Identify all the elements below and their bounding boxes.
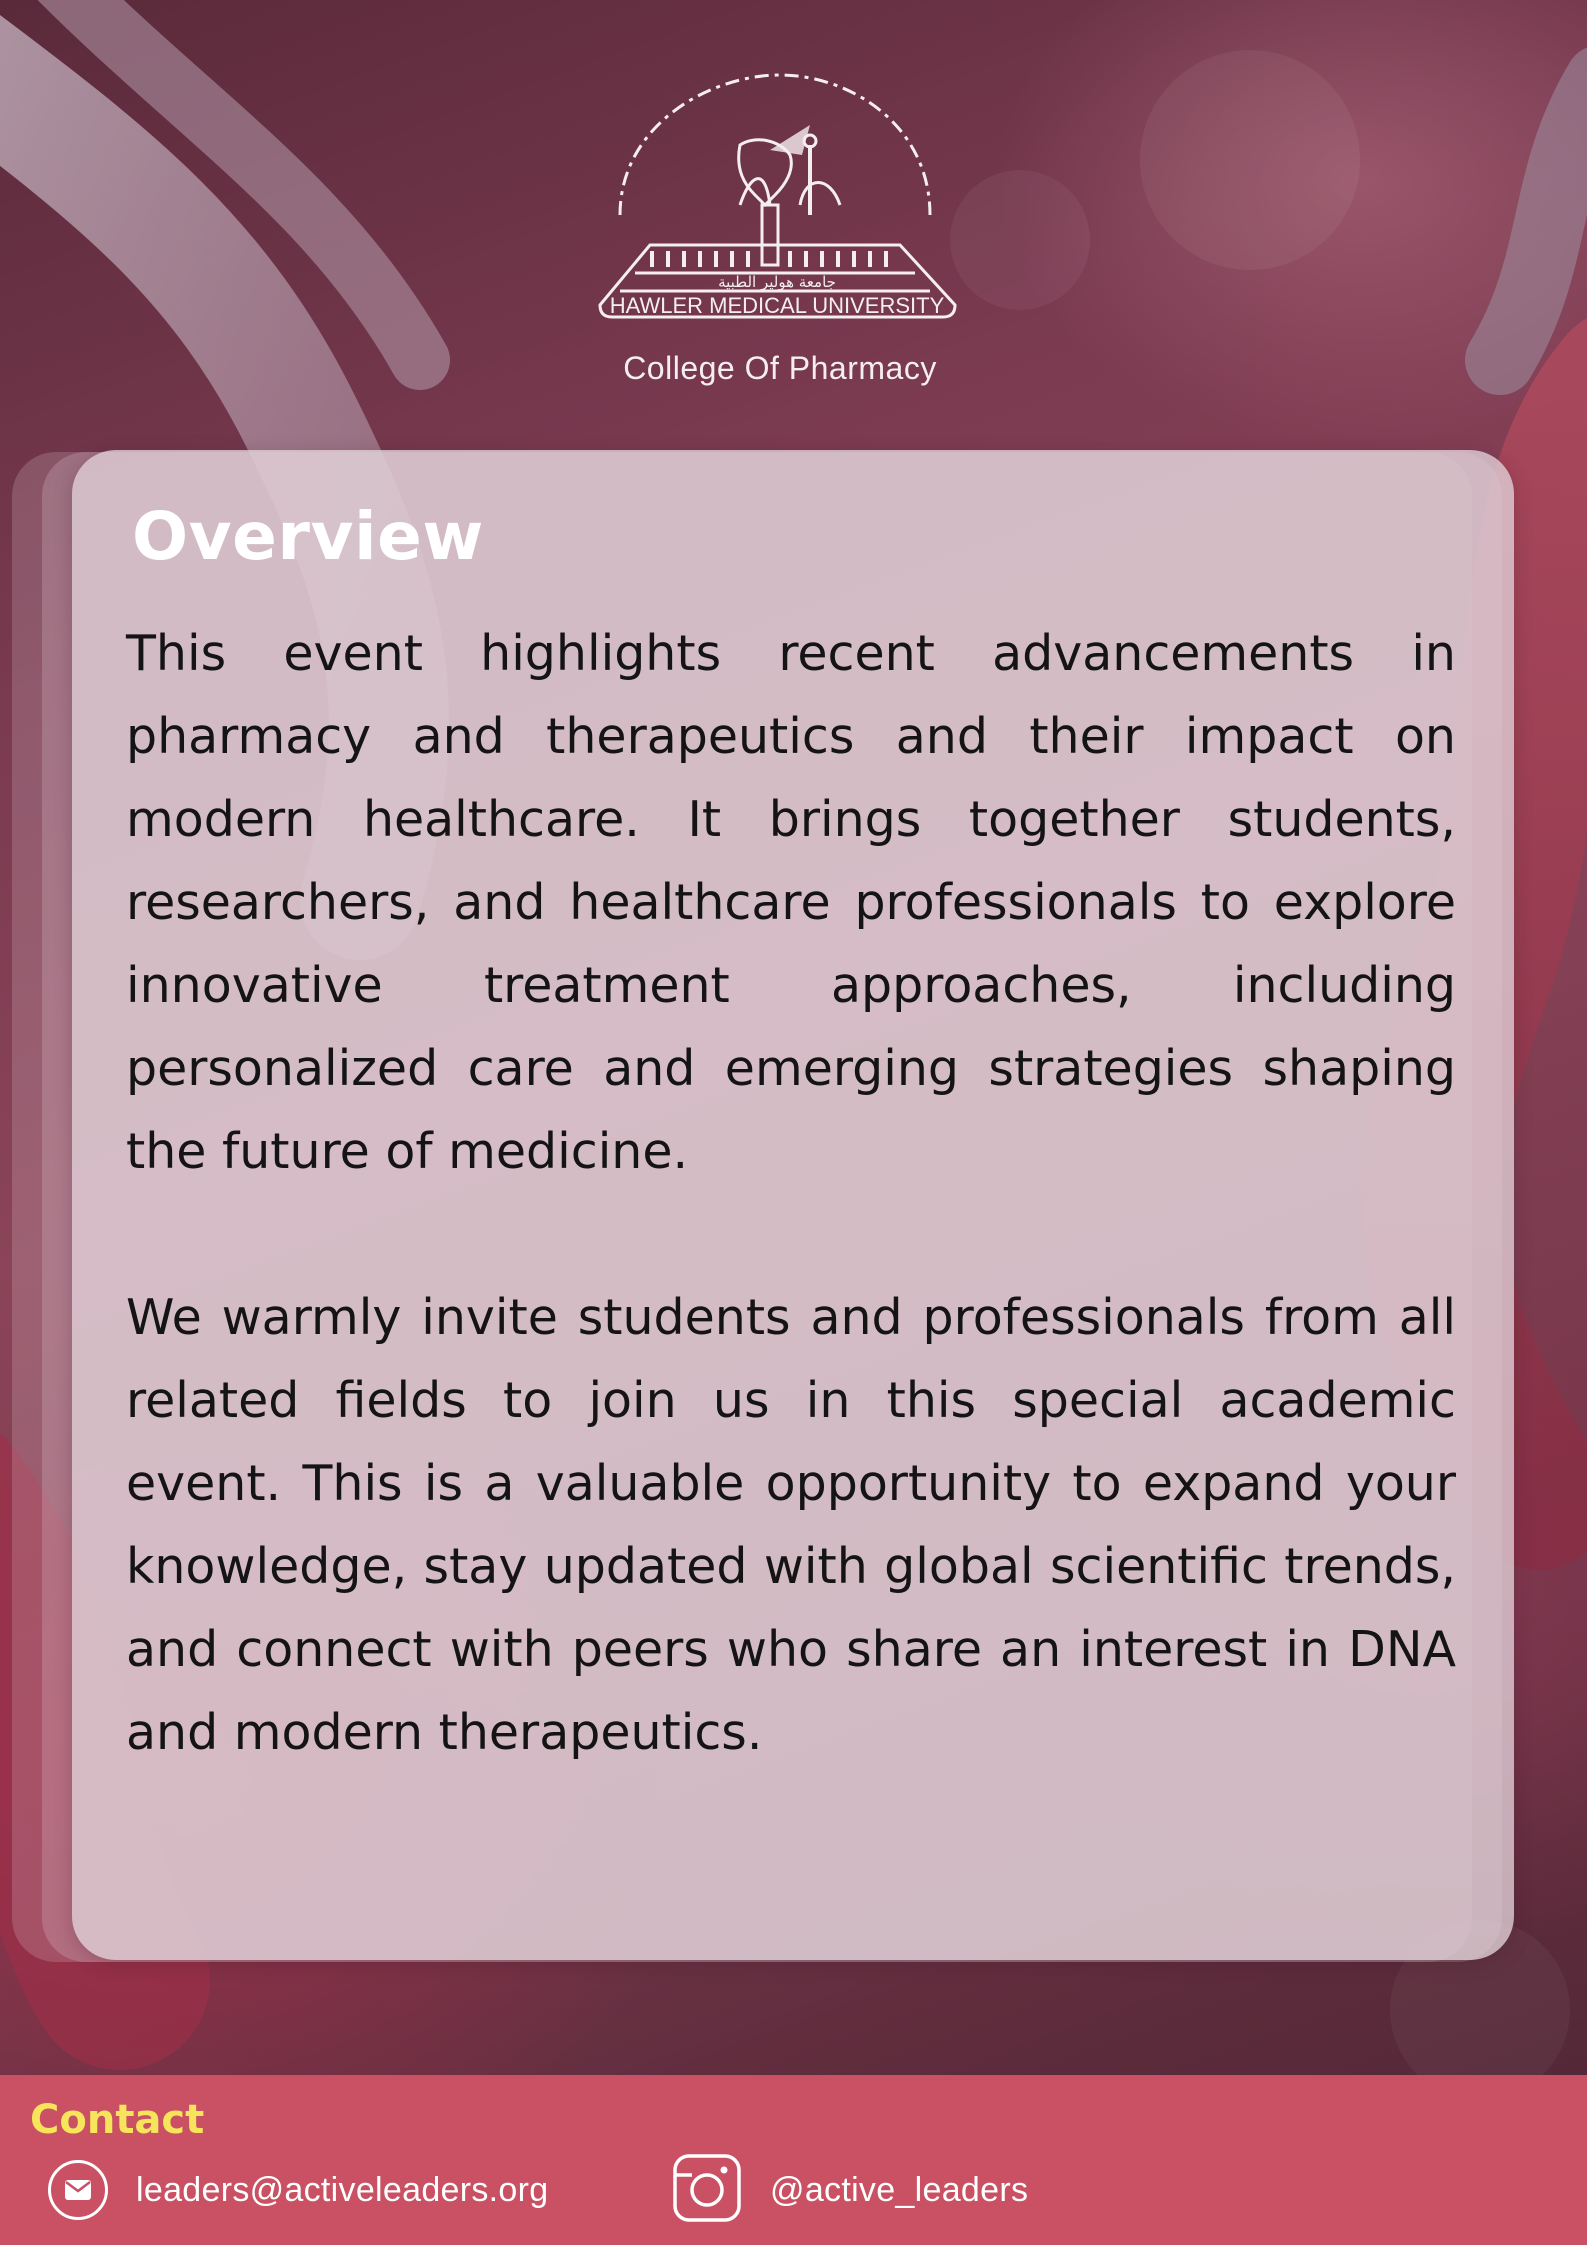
overview-paragraph-1: This event highlights recent advancements in pharmacy and therapeutics and their impact on modern healthcare. It brings together students, researchers, and healthcare professionals to explore innovative treatment approaches, including personalized care and emerging strategies shaping the future of medicine. bbox=[126, 625, 1456, 1180]
contact-title: Contact bbox=[30, 2097, 205, 2143]
overview-card bbox=[72, 450, 1514, 1960]
contact-email[interactable] bbox=[48, 2155, 548, 2225]
envelope-icon bbox=[48, 2160, 108, 2220]
logo-arabic-name: جامعة هولير الطبية bbox=[718, 273, 836, 291]
instagram-icon bbox=[672, 2153, 742, 2227]
overview-body bbox=[126, 612, 1456, 1774]
contact-email-text[interactable]: leaders@activeleaders.org bbox=[136, 2170, 549, 2209]
overview-paragraph-2: We warmly invite students and professionals from all related fields to join us in this special academic event. This is a valuable opportunity to expand your knowledge, stay updated with global scientific trends, and connect with peers who share an interest in DNA and modern therapeutics. bbox=[126, 1289, 1456, 1761]
university-logo bbox=[540, 55, 1000, 395]
logo-english-name: HAWLER MEDICAL UNIVERSITY bbox=[609, 293, 945, 318]
contact-footer bbox=[0, 2075, 1587, 2245]
overview-title: Overview bbox=[132, 498, 484, 575]
contact-instagram[interactable] bbox=[672, 2153, 1028, 2227]
university-emblem-icon bbox=[540, 55, 1000, 355]
college-name: College Of Pharmacy bbox=[623, 350, 937, 386]
contact-instagram-text[interactable]: @active_leaders bbox=[770, 2170, 1029, 2209]
